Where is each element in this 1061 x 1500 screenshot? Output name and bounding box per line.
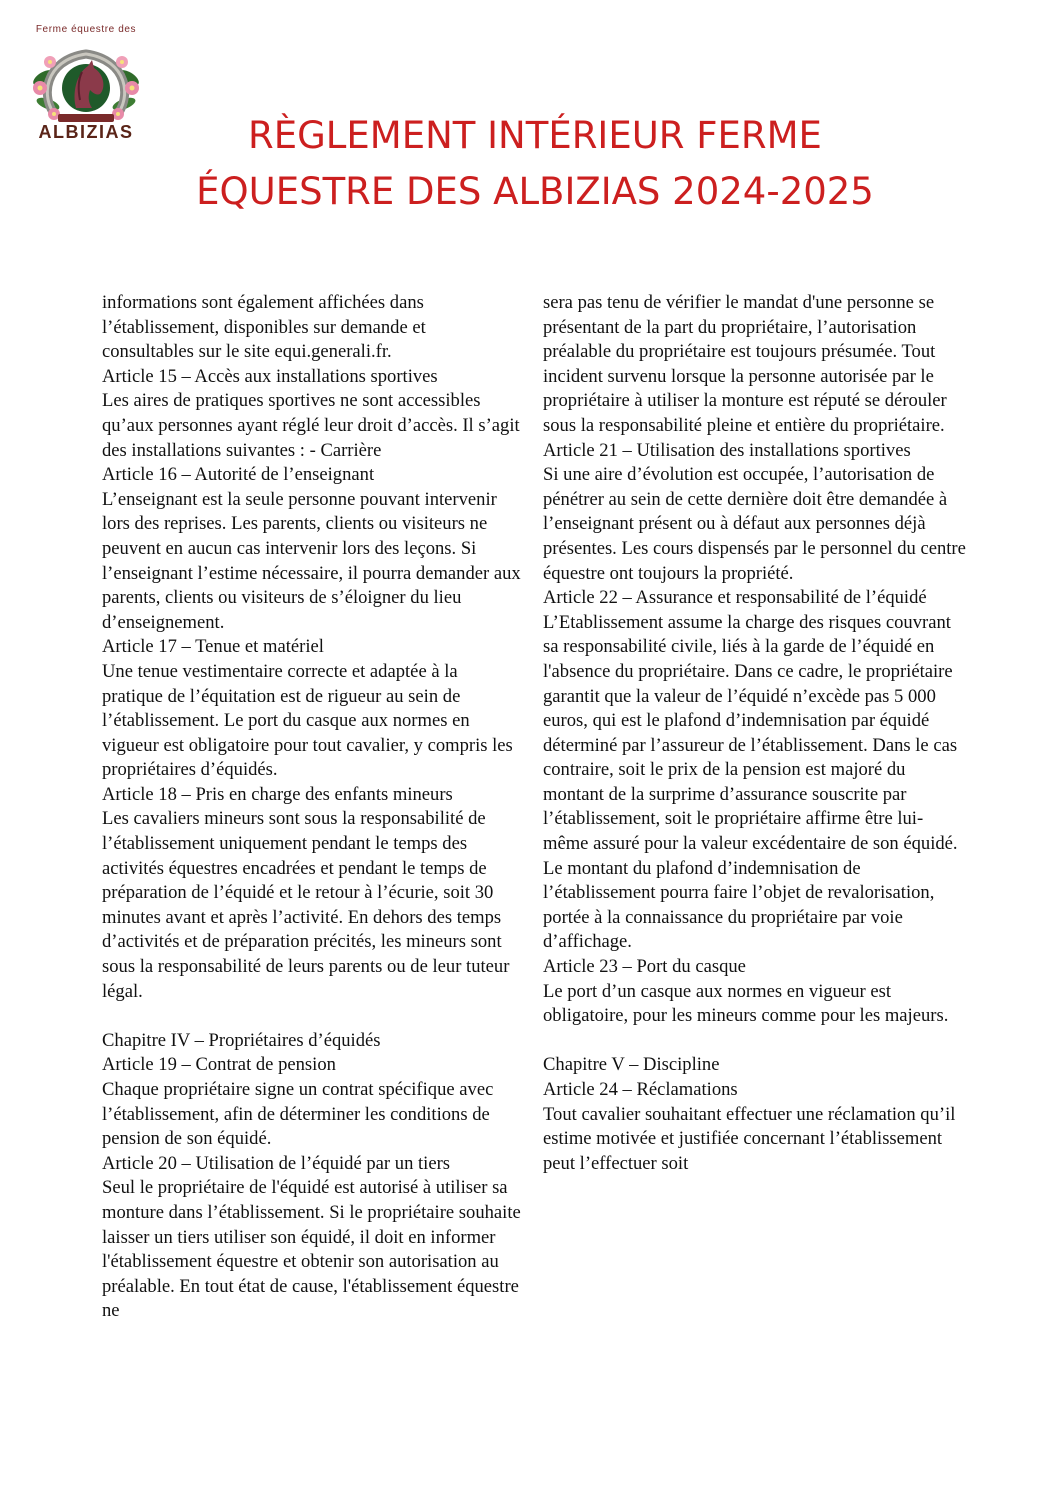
article-heading: Article 17 – Tenue et matériel: [102, 636, 324, 658]
article-heading: Article 19 – Contrat de pension: [102, 1054, 336, 1076]
paragraph: Si une aire d’évolution est occupée, l’autorisation de pénétrer au sein de cette dernière doit être demandée à l’enseignant présent ou à défaut aux personnes déjà présentes. Les cours dispensés par le personnel du centre équestre ont toujours la propriété.: [543, 464, 966, 584]
chapter-heading: Chapitre V – Discipline: [543, 1054, 720, 1076]
article-heading: Article 22 – Assurance et responsabilité de l’équidé: [543, 587, 927, 609]
logo-top-text: Ferme équestre des: [35, 24, 137, 35]
title-line-1: RÈGLEMENT INTÉRIEUR FERME: [248, 114, 822, 157]
horseshoe-horse-icon: [26, 38, 146, 124]
article-heading: Article 18 – Pris en charge des enfants mineurs: [102, 783, 453, 805]
article-heading: Article 21 – Utilisation des installations sportives: [543, 439, 911, 461]
article-heading: Article 23 – Port du casque: [543, 956, 746, 978]
page-title: [150, 108, 920, 220]
paragraph: informations sont également affichées dans l’établissement, disponibles sur demande et consultables sur le site equi.generali.fr.: [102, 292, 426, 363]
left-column: [102, 291, 522, 1324]
right-column: [543, 291, 968, 1176]
logo-bottom-text: ALBIZIAS: [38, 122, 134, 142]
article-heading: Article 24 – Réclamations: [543, 1079, 738, 1100]
article-heading: Article 15 – Accès aux installations sportives: [102, 365, 438, 387]
paragraph: Les cavaliers mineurs sont sous la responsabilité de l’établissement uniquement pendant le temps des activités équestres encadrées et pendant le temps de préparation de l’équidé et le retour à l’écurie, soit 30 minutes avant et après l’activité. En dehors des temps d’activités et de préparation précités, les mineurs sont sous la responsabilité de leurs parents ou de leur tuteur légal.: [102, 808, 510, 1002]
paragraph: Les aires de pratiques sportives ne sont accessibles qu’aux personnes ayant réglé leur droit d’accès. Il s’agit des installations suivantes : - Carrière: [102, 390, 520, 461]
article-heading: Article 16 – Autorité de l’enseignant: [102, 464, 375, 486]
article-heading: Article 20 – Utilisation de l’équidé par un tiers: [102, 1152, 451, 1174]
chapter-heading: Chapitre IV – Propriétaires d’équidés: [102, 1029, 381, 1051]
blank-line: [543, 1029, 968, 1054]
paragraph: Tout cavalier souhaitant effectuer une réclamation qu’il estime motivée et justifiée concernant l’établissement peut l’effectuer soit: [543, 1103, 956, 1174]
title-line-2: ÉQUESTRE DES ALBIZIAS 2024-2025: [196, 170, 874, 213]
paragraph: Chaque propriétaire signe un contrat spécifique avec l’établissement, afin de déterminer les conditions de pension de son équidé.: [102, 1079, 494, 1150]
paragraph: Seul le propriétaire de l'équidé est autorisé à utiliser sa monture dans l’établissement. Si le propriétaire souhaite laisser un tiers utiliser son équidé, il doit en informer l'établissement équestre et obtenir son autorisation au préalable. En tout état de cause, l'établissement équestre ne: [102, 1177, 521, 1322]
paragraph: Le port d’un casque aux normes en vigueur est obligatoire, pour les mineurs comme pour les majeurs.: [543, 980, 949, 1027]
logo: [24, 24, 148, 146]
paragraph: L’Etablissement assume la charge des risques couvrant sa responsabilité civile, liés à la garde de l’équidé en l'absence du propriétaire. Dans ce cadre, le propriétaire garantit que la valeur de l’équidé n’excède pas 5 000 euros, qui est le plafond d’indemnisation par équidé déterminé par l’assureur de l’établissement. Dans le cas contraire, soit le prix de la pension est majoré du montant de la surprime d’assurance souscrite par l’établissement, soit le propriétaire affirme être lui-même assuré pour la valeur excédentaire de son équidé. Le montant du plafond d’indemnisation de l’établissement pourra faire l’objet de revalorisation, portée à la connaissance du propriétaire par voie d’affichage.: [543, 611, 958, 953]
paragraph: Une tenue vestimentaire correcte et adaptée à la pratique de l’équitation est de rigueur au sein de l’établissement. Le port du casque aux normes en vigueur est obligatoire pour tout cavalier, y compris les propriétaires d’équidés.: [102, 660, 513, 781]
paragraph: L’enseignant est la seule personne pouvant intervenir lors des reprises. Les parents, clients ou visiteurs ne peuvent en aucun cas intervenir lors des leçons. Si l’enseignant l’estime nécessaire, il pourra demander aux parents, clients ou visiteurs de s’éloigner du lieu d’enseignement.: [102, 488, 521, 633]
blank-line: [102, 1004, 522, 1029]
paragraph: sera pas tenu de vérifier le mandat d'une personne se présentant de la part du propriétaire, l’autorisation préalable du propriétaire est toujours présumée. Tout incident survenu lorsque la personne autorisée par le propriétaire à utiliser la monture est réputé se dérouler sous la responsabilité pleine et entière du propriétaire.: [543, 292, 947, 436]
